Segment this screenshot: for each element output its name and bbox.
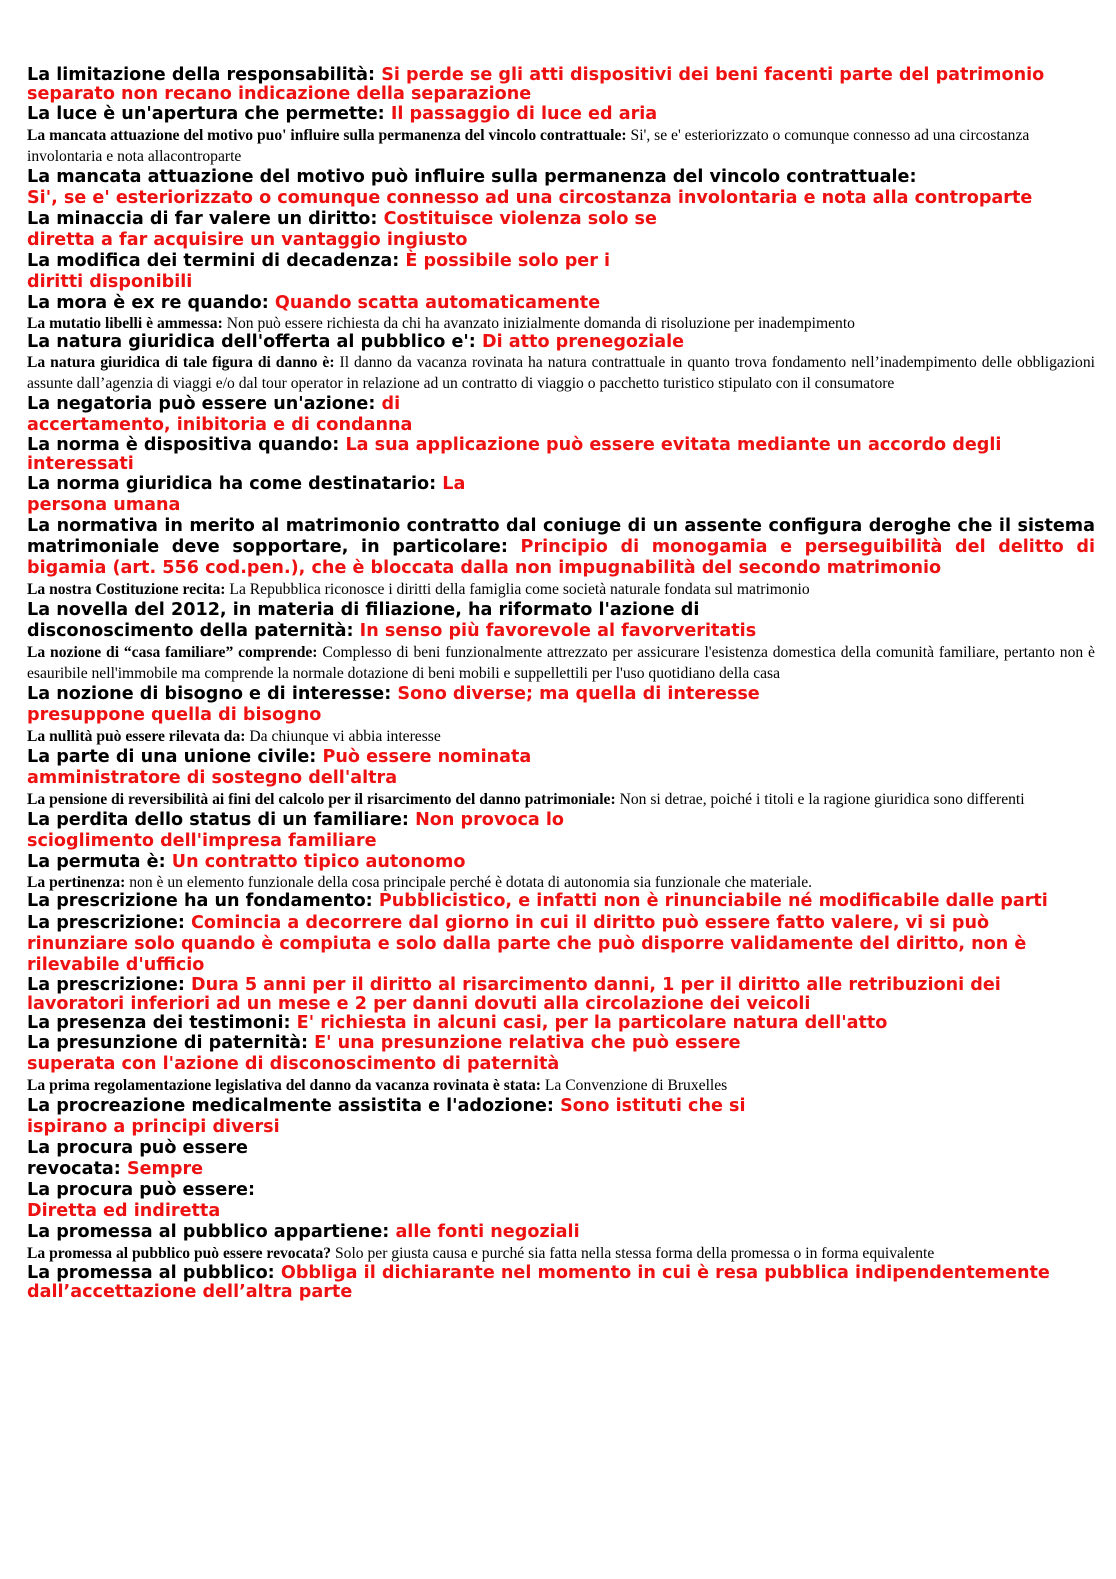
entry-casa-familiare: La nozione di “casa familiare” comprende: Complesso di beni funzionalmente attrezzato per assicurare l'esistenza domestica della comunità familiare, pertanto non è esauribile nell'immobile ma comprende la normale dotazione di beni mobili e suppellettili per l'uso quotidiano della casa: [27, 644, 1095, 682]
entry-modifica-decadenza: La modifica dei termini di decadenza: È possibile solo per i diritti disponibili: [27, 251, 611, 292]
entry-costituzione: La nostra Costituzione recita: La Repubblica riconosce i diritti della famiglia come società naturale fondata sul matrimonio: [27, 581, 810, 598]
entry-matrimonio-assente: La normativa in merito al matrimonio contratto dal coniuge di un assente configura deroghe che il sistema matrimoniale deve sopportare, in particolare: Principio di monogamia e perseguibilità del delitto di bigamia (art. 556 cod.pen.), che è bloccata dalla non impugnabilità del secondo matrimonio: [27, 516, 1095, 578]
entry-promessa-fonti: La promessa al pubblico appartiene: alle fonti negoziali: [27, 1222, 580, 1242]
entry-norma-destinatario: La norma giuridica ha come destinatario: La persona umana: [27, 474, 466, 515]
entry-procura-tipi: La procura può essere: Diretta ed indiretta: [27, 1180, 255, 1221]
document-page: [27, 66, 1095, 1302]
entry-mancata-attuazione: La mancata attuazione del motivo può influire sulla permanenza del vincolo contrattuale: Si', se e' esteriorizzato o comunque connesso ad una circostanza involontaria e nota alla controparte: [27, 167, 1033, 208]
entry-bisogno-interesse: La nozione di bisogno e di interesse: Sono diverse; ma quella di interesse presuppone quella di bisogno: [27, 684, 760, 725]
entry-offerta-pubblico: La natura giuridica dell'offerta al pubblico e': Di atto prenegoziale: [27, 332, 685, 352]
entry-luce: La luce è un'apertura che permette: Il passaggio di luce ed aria: [27, 104, 658, 124]
entry-procreazione-adozione: La procreazione medicalmente assistita e l'adozione: Sono istituti che si ispirano a principi diversi: [27, 1096, 746, 1137]
entry-minaccia: La minaccia di far valere un diritto: Costituisce violenza solo se diretta a far acquisire un vantaggio ingiusto: [27, 209, 657, 250]
entry-limitazione-responsabilita: La limitazione della responsabilità: Si perde se gli atti dispositivi dei beni facenti parte del patrimonio separato non recano indicazione della separazione: [27, 65, 1045, 104]
entry-unione-civile: La parte di una unione civile: Può essere nominata amministratore di sostegno dell'altra: [27, 747, 532, 788]
entry-novella-2012: La novella del 2012, in materia di filiazione, ha riformato l'azione di disconoscimento della paternità: In senso più favorevole al favorveritatis: [27, 600, 757, 641]
entry-prescrizione-fondamento: La prescrizione ha un fondamento: Pubblicistico, e infatti non è rinunciabile né modificabile dalle parti: [27, 891, 1048, 911]
entry-promessa-revocata: La promessa al pubblico può essere revocata? Solo per giusta causa e purché sia fatta nella stessa forma della promessa o in forma equivalente: [27, 1245, 935, 1262]
entry-pensione-reversibilita: La pensione di reversibilità ai fini del calcolo per il risarcimento del danno patrimoniale: Non si detrae, poiché i titoli e la ragione giuridica sono differenti: [27, 791, 1025, 808]
entry-prescrizione-decorrenza: La prescrizione: Comincia a decorrere dal giorno in cui il diritto può essere fatto valere, vi si può rinunziare solo quando è compiuta e solo dalla parte che può disporre validamente del diritto, non è rilevabile d'ufficio: [27, 913, 1027, 975]
entry-promessa-obbliga: La promessa al pubblico: Obbliga il dichiarante nel momento in cui è resa pubblica indipendentemente dall’accettazione dell’altra parte: [27, 1263, 1050, 1302]
entry-mutatio-libelli: La mutatio libelli è ammessa: Non può essere richiesta da chi ha avanzato inizialmente domanda di risoluzione per inadempimento: [27, 315, 855, 332]
entry-natura-danno: La natura giuridica di tale figura di danno è: Il danno da vacanza rovinata ha natura contrattuale in quanto trova fondamento nell’inadempimento delle obbligazioni assunte dall’agenzia di viaggi e/o dal tour operator in relazione ad un contratto di viaggio o pacchetto turistico stipulato con il consumatore: [27, 354, 1095, 392]
entry-testimoni: La presenza dei testimoni: E' richiesta in alcuni casi, per la particolare natura dell'atto: [27, 1013, 888, 1033]
entry-nullita: La nullità può essere rilevata da: Da chiunque vi abbia interesse: [27, 728, 441, 745]
entry-prescrizione-durata: La prescrizione: Dura 5 anni per il diritto al risarcimento danni, 1 per il diritto alle retribuzioni dei lavoratori inferiori ad un mese e 2 per danni dovuti alla circolazione dei veicoli: [27, 975, 1001, 1014]
entry-presunzione-paternita: La presunzione di paternità: E' una presunzione relativa che può essere superata con l'azione di disconoscimento di paternità: [27, 1033, 741, 1074]
entry-mora: La mora è ex re quando: Quando scatta automaticamente: [27, 293, 601, 313]
entry-procura-revocata: La procura può essere revocata: Sempre: [27, 1138, 248, 1179]
entry-perdita-status: La perdita dello status di un familiare: Non provoca lo scioglimento dell'impresa familiare: [27, 810, 564, 851]
entry-permuta: La permuta è: Un contratto tipico autonomo: [27, 852, 466, 872]
entry-negatoria: La negatoria può essere un'azione: di accertamento, inibitoria e di condanna: [27, 394, 413, 435]
entry-pertinenza: La pertinenza: non è un elemento funzionale della cosa principale perché è dotata di autonomia sia funzionale che materiale.: [27, 874, 813, 891]
entry-norma-dispositiva: La norma è dispositiva quando: La sua applicazione può essere evitata mediante un accordo degli interessati: [27, 435, 1002, 474]
entry-mancata-attuazione-serif: La mancata attuazione del motivo puo' influire sulla permanenza del vincolo contrattuale: Si', se e' esteriorizzato o comunque connesso ad una circostanza involontaria e nota allacontroparte: [27, 127, 1030, 165]
entry-prima-regolamentazione: La prima regolamentazione legislativa del danno da vacanza rovinata è stata: La Convenzione di Bruxelles: [27, 1077, 728, 1094]
